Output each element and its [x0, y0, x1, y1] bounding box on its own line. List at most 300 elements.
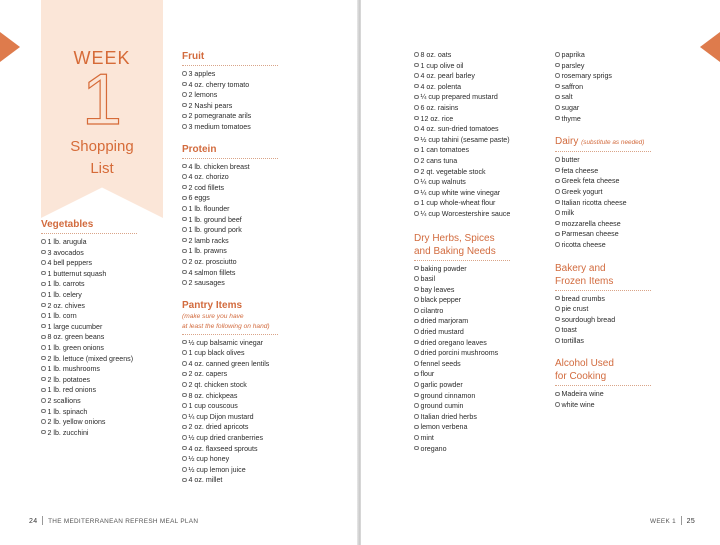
item-text: ½ cup dried cranberries	[188, 434, 264, 443]
item-text: 2 qt. chicken stock	[188, 381, 247, 390]
list-item	[414, 177, 554, 188]
fruit-section	[182, 50, 352, 133]
list-item	[414, 188, 554, 199]
list-item	[41, 248, 171, 259]
item-text: 2 oz. prosciutto	[188, 257, 237, 266]
item-text: 1 lb. carrots	[47, 280, 85, 289]
alcohol-heading-line2: for Cooking	[555, 371, 607, 383]
dairy-subheading: (substitute as needed)	[581, 139, 645, 147]
list-item	[41, 364, 171, 375]
item-text: ¼ cup walnuts	[420, 178, 466, 187]
section-divider	[182, 65, 278, 66]
pantry-note-line1: (make sure you have	[182, 312, 244, 320]
checkbox-circle-icon	[555, 200, 560, 205]
list-item	[555, 325, 705, 336]
item-text: bread crumbs	[561, 294, 605, 303]
checkbox-circle-icon	[414, 179, 419, 184]
protein-section	[182, 143, 352, 289]
list-item	[41, 237, 171, 248]
left-footer	[29, 516, 198, 525]
checkbox-circle-icon	[414, 126, 419, 131]
checkbox-circle-icon	[555, 189, 560, 194]
checkbox-circle-icon	[182, 467, 187, 472]
list-item	[414, 50, 554, 61]
section-divider	[555, 151, 651, 152]
item-text: ½ cup honey	[188, 455, 230, 464]
item-text: 2 Nashi pears	[188, 101, 233, 110]
checkbox-circle-icon	[414, 382, 419, 387]
item-text: 1 butternut squash	[47, 269, 107, 278]
checkbox-circle-icon	[182, 414, 187, 419]
week-footer-label: WEEK 1	[650, 518, 676, 525]
checkbox-circle-icon	[414, 340, 419, 345]
list-item	[182, 90, 352, 101]
item-text: ½ cup tahini (sesame paste)	[420, 135, 510, 144]
section-divider	[41, 233, 137, 234]
list-item	[414, 103, 554, 114]
list-item	[41, 269, 171, 280]
list-item	[182, 183, 352, 194]
list-item	[414, 444, 554, 455]
item-text: 4 bell peppers	[47, 259, 93, 268]
list-item	[414, 92, 554, 103]
bakery-list	[555, 294, 705, 347]
list-item	[414, 61, 554, 72]
checkbox-circle-icon	[182, 196, 187, 201]
list-item	[555, 294, 705, 305]
section-divider	[182, 334, 278, 335]
checkbox-circle-icon	[182, 103, 187, 108]
item-text: ¼ cup prepared mustard	[420, 93, 498, 102]
week-number-outline-digit	[82, 70, 122, 128]
item-text: bay leaves	[420, 285, 455, 294]
checkbox-circle-icon	[414, 190, 419, 195]
list-item	[555, 315, 705, 326]
item-text: 2 lb. lettuce (mixed greens)	[47, 354, 134, 363]
item-text: sourdough bread	[561, 315, 616, 324]
checkbox-circle-icon	[414, 158, 419, 163]
item-text: 2 cod fillets	[188, 183, 224, 192]
item-text: pie crust	[561, 305, 589, 314]
checkbox-circle-icon	[555, 210, 560, 215]
list-item	[414, 316, 554, 327]
right-first-column	[414, 50, 554, 454]
checkbox-circle-icon	[41, 388, 46, 393]
bakery-heading-line2: Frozen Items	[555, 275, 614, 287]
list-item	[41, 301, 171, 312]
list-item	[41, 258, 171, 269]
checkbox-circle-icon	[414, 319, 419, 324]
item-text: tortillas	[561, 336, 584, 345]
list-item	[555, 187, 705, 198]
list-item	[182, 193, 352, 204]
item-text: 1 lb. ground beef	[188, 215, 242, 224]
item-text: 1 cup whole-wheat flour	[420, 199, 496, 208]
list-item	[41, 385, 171, 396]
item-text: 1 lb. green onions	[47, 343, 104, 352]
item-text: fennel seeds	[420, 359, 461, 368]
list-item	[414, 156, 554, 167]
list-item	[414, 82, 554, 93]
item-text: 1 lb. arugula	[47, 238, 87, 246]
list-item	[41, 279, 171, 290]
list-item	[182, 475, 352, 486]
item-text: 3 avocados	[47, 248, 84, 257]
item-text: Greek feta cheese	[561, 177, 620, 186]
checkbox-circle-icon	[41, 282, 46, 287]
list-item	[182, 101, 352, 112]
item-text: lemon verbena	[420, 423, 468, 432]
item-text: 8 oz. oats	[420, 51, 452, 59]
item-text: salt	[561, 93, 573, 102]
checkbox-circle-icon	[414, 297, 419, 302]
right-footer	[650, 516, 695, 525]
checkbox-circle-icon	[555, 221, 560, 226]
checkbox-circle-icon	[555, 327, 560, 332]
list-item	[414, 114, 554, 125]
item-text: mint	[420, 434, 434, 442]
item-text: 2 lb. yellow onions	[47, 418, 106, 427]
list-item	[182, 172, 352, 183]
checkbox-circle-icon	[555, 116, 560, 121]
checkbox-circle-icon	[414, 329, 419, 334]
item-text: 3 apples	[188, 70, 216, 78]
checkbox-circle-icon	[414, 414, 419, 419]
checkbox-circle-icon	[414, 105, 419, 110]
list-item	[414, 264, 554, 275]
checkbox-circle-icon	[555, 63, 560, 68]
list-item	[414, 124, 554, 135]
checkbox-circle-icon	[414, 350, 419, 355]
item-text: 2 cans tuna	[420, 156, 458, 165]
list-item	[182, 401, 352, 412]
list-item	[414, 401, 554, 412]
item-text: 4 oz. cherry tomato	[188, 80, 250, 89]
checkbox-circle-icon	[41, 335, 46, 340]
list-item	[414, 359, 554, 370]
item-text: oregano	[420, 444, 447, 453]
item-text: 4 lb. chicken breast	[188, 162, 250, 171]
pantry-list-part1	[182, 338, 352, 486]
left-edge-tab-marker	[0, 32, 20, 62]
item-text: Greek yogurt	[561, 187, 603, 196]
list-item	[182, 465, 352, 476]
right-second-column	[555, 50, 705, 411]
list-item	[182, 80, 352, 91]
list-item	[414, 369, 554, 380]
item-text: 4 oz. chorizo	[188, 173, 229, 182]
checkbox-circle-icon	[182, 270, 187, 275]
list-item	[555, 50, 705, 61]
left-page	[0, 0, 359, 545]
checkbox-circle-icon	[182, 372, 187, 377]
checkbox-circle-icon	[41, 250, 46, 255]
item-text: 6 oz. raisins	[420, 103, 459, 112]
list-item	[41, 332, 171, 343]
right-page	[361, 0, 720, 545]
checkbox-circle-icon	[414, 95, 419, 100]
item-text: basil	[420, 275, 436, 284]
item-text: 4 salmon fillets	[188, 268, 236, 277]
item-text: feta cheese	[561, 166, 599, 175]
vegetables-list	[41, 237, 171, 438]
item-text: 2 pomegranate arils	[188, 112, 252, 121]
list-item	[182, 257, 352, 268]
checkbox-circle-icon	[414, 73, 419, 78]
item-text: 1 lb. spinach	[47, 407, 88, 416]
list-item	[182, 433, 352, 444]
item-text: 2 oz. dried apricots	[188, 423, 249, 432]
checkbox-circle-icon	[414, 52, 419, 57]
checkbox-circle-icon	[555, 306, 560, 311]
checkbox-circle-icon	[555, 84, 560, 89]
list-item	[555, 92, 705, 103]
item-text: dried porcini mushrooms	[420, 349, 499, 358]
checkbox-circle-icon	[414, 435, 419, 440]
week-label: WEEK	[73, 48, 131, 68]
list-item	[41, 428, 171, 439]
checkbox-circle-icon	[182, 456, 187, 461]
list-item	[182, 162, 352, 173]
list-item	[182, 380, 352, 391]
item-text: 1 lb. celery	[47, 290, 82, 299]
checkbox-circle-icon	[41, 239, 46, 244]
checkbox-circle-icon	[555, 95, 560, 100]
item-text: 2 oz. chives	[47, 301, 85, 310]
section-divider	[414, 260, 510, 261]
fruit-list	[182, 69, 352, 133]
item-text: 4 oz. pearl barley	[420, 72, 475, 81]
section-divider	[182, 158, 278, 159]
list-item	[414, 348, 554, 359]
item-text: 6 eggs	[188, 194, 210, 203]
list-item	[414, 135, 554, 146]
list-item	[414, 422, 554, 433]
item-text: dried oregano leaves	[420, 338, 487, 347]
checkbox-circle-icon	[555, 179, 560, 184]
shopping-list-title	[41, 136, 163, 180]
checkbox-circle-icon	[555, 317, 560, 322]
checkbox-circle-icon	[555, 52, 560, 57]
item-text: saffron	[561, 82, 584, 91]
checkbox-circle-icon	[555, 392, 560, 397]
item-text: 4 oz. canned green lentils	[188, 359, 270, 368]
protein-list	[182, 162, 352, 289]
section-divider	[555, 385, 651, 386]
herbs-list	[414, 264, 554, 455]
list-item	[414, 338, 554, 349]
vegetables-heading: Vegetables	[41, 219, 94, 230]
checkbox-circle-icon	[182, 164, 187, 169]
checkbox-circle-icon	[555, 73, 560, 78]
section-divider	[555, 290, 651, 291]
item-text: toast	[561, 326, 577, 335]
checkbox-circle-icon	[555, 157, 560, 162]
item-text: 8 oz. green beans	[47, 333, 105, 342]
item-text: 3 medium tomatoes	[188, 122, 251, 131]
list-item	[182, 454, 352, 465]
list-item	[41, 354, 171, 365]
list-item	[555, 71, 705, 82]
list-item	[41, 322, 171, 333]
checkbox-circle-icon	[41, 271, 46, 276]
checkbox-circle-icon	[41, 430, 46, 435]
item-text: 4 oz. flaxseed sprouts	[188, 444, 258, 453]
svg-text:1: 1	[82, 70, 122, 128]
list-item	[555, 208, 705, 219]
alcohol-heading-line1: Alcohol Used	[555, 358, 614, 370]
shopping-list-title-line2: List	[90, 160, 114, 177]
item-text: 2 lemons	[188, 91, 218, 100]
checkbox-circle-icon	[414, 393, 419, 398]
fruit-heading: Fruit	[182, 51, 205, 62]
item-text: ½ cup lemon juice	[188, 465, 246, 474]
checkbox-circle-icon	[182, 280, 187, 285]
herbs-heading-line1: Dry Herbs, Spices	[414, 232, 495, 244]
checkbox-circle-icon	[414, 276, 419, 281]
list-item	[414, 285, 554, 296]
checkbox-circle-icon	[41, 398, 46, 403]
item-text: paprika	[561, 51, 585, 59]
item-text: 8 oz. chickpeas	[188, 391, 238, 400]
list-item	[182, 278, 352, 289]
checkbox-circle-icon	[414, 116, 419, 121]
checkbox-circle-icon	[414, 266, 419, 271]
item-text: 1 lb. flounder	[188, 204, 230, 213]
item-text: 1 cup black olives	[188, 349, 245, 358]
list-item	[182, 412, 352, 423]
checkbox-circle-icon	[414, 169, 419, 174]
pantry-list-part2	[414, 50, 554, 220]
checkbox-circle-icon	[414, 308, 419, 313]
list-item	[555, 198, 705, 209]
checkbox-circle-icon	[182, 114, 187, 119]
list-item	[555, 176, 705, 187]
list-item	[414, 391, 554, 402]
list-item	[555, 82, 705, 93]
item-text: mozzarella cheese	[561, 219, 621, 228]
list-item	[555, 304, 705, 315]
dairy-heading-text: Dairy	[555, 136, 579, 148]
dairy-list	[555, 155, 705, 250]
item-text: 2 qt. vegetable stock	[420, 167, 486, 176]
item-text: ¼ cup Dijon mustard	[188, 412, 254, 421]
list-item	[182, 69, 352, 80]
checkbox-circle-icon	[41, 409, 46, 414]
checkbox-circle-icon	[41, 260, 46, 265]
bakery-section	[555, 262, 705, 347]
list-item	[414, 71, 554, 82]
vegetables-section	[41, 218, 171, 438]
checkbox-circle-icon	[414, 63, 419, 68]
item-text: thyme	[561, 114, 581, 123]
list-item	[182, 246, 352, 257]
checkbox-circle-icon	[41, 313, 46, 318]
checkbox-circle-icon	[41, 356, 46, 361]
list-item	[555, 61, 705, 72]
list-item	[555, 103, 705, 114]
checkbox-circle-icon	[182, 403, 187, 408]
list-item	[182, 338, 352, 349]
checkbox-circle-icon	[414, 403, 419, 408]
list-item	[414, 306, 554, 317]
item-text: garlic powder	[420, 381, 463, 390]
item-text: 1 large cucumber	[47, 322, 103, 331]
item-text: ¼ cup white wine vinegar	[420, 188, 501, 197]
list-item	[414, 209, 554, 220]
checkbox-circle-icon	[41, 366, 46, 371]
checkbox-circle-icon	[182, 350, 187, 355]
list-item	[555, 400, 705, 411]
item-text: 1 can tomatoes	[420, 146, 470, 155]
checkbox-circle-icon	[414, 148, 419, 153]
checkbox-circle-icon	[182, 259, 187, 264]
checkbox-circle-icon	[414, 446, 419, 451]
item-text: 1 lb. mushrooms	[47, 365, 100, 374]
checkbox-circle-icon	[41, 377, 46, 382]
checkbox-circle-icon	[182, 361, 187, 366]
item-text: 4 oz. sun-dried tomatoes	[420, 125, 499, 134]
checkbox-circle-icon	[182, 425, 187, 430]
left-page-number: 24	[29, 518, 38, 525]
list-item	[182, 236, 352, 247]
item-text: ¼ cup Worcestershire sauce	[420, 209, 511, 218]
alcohol-section	[555, 357, 705, 410]
item-text: 12 oz. rice	[420, 114, 454, 123]
item-text: 1 lb. ground pork	[188, 226, 242, 235]
checkbox-circle-icon	[414, 425, 419, 430]
list-item	[182, 204, 352, 215]
checkbox-circle-icon	[182, 393, 187, 398]
book-title-footer: THE MEDITERRANEAN REFRESH MEAL PLAN	[48, 518, 199, 525]
item-text: sugar	[561, 103, 580, 112]
checkbox-circle-icon	[555, 168, 560, 173]
list-item	[414, 327, 554, 338]
checkbox-circle-icon	[182, 174, 187, 179]
checkbox-circle-icon	[414, 201, 419, 206]
item-text: milk	[561, 209, 575, 218]
list-item	[555, 155, 705, 166]
checkbox-circle-icon	[414, 84, 419, 89]
item-text: 1 lb. prawns	[188, 247, 227, 256]
list-item	[182, 422, 352, 433]
checkbox-circle-icon	[182, 435, 187, 440]
checkbox-circle-icon	[41, 345, 46, 350]
item-text: 2 oz. capers	[188, 370, 228, 379]
item-text: black pepper	[420, 296, 462, 305]
checkbox-circle-icon	[41, 419, 46, 424]
protein-heading: Protein	[182, 143, 217, 155]
list-item	[414, 433, 554, 444]
item-text: 1 lb. corn	[47, 312, 77, 321]
list-item	[41, 375, 171, 386]
list-item	[182, 348, 352, 359]
checkbox-circle-icon	[182, 340, 187, 345]
dairy-section	[555, 135, 705, 250]
list-item	[555, 219, 705, 230]
checkbox-circle-icon	[182, 446, 187, 451]
checkbox-circle-icon	[182, 382, 187, 387]
list-item	[414, 145, 554, 156]
checkbox-circle-icon	[182, 82, 187, 87]
checkbox-circle-icon	[555, 105, 560, 110]
list-item	[555, 166, 705, 177]
item-text: 1 lb. red onions	[47, 386, 97, 395]
alcohol-list	[555, 389, 705, 410]
item-text: ricotta cheese	[561, 240, 606, 249]
checkbox-circle-icon	[414, 361, 419, 366]
item-text: Italian ricotta cheese	[561, 198, 627, 207]
